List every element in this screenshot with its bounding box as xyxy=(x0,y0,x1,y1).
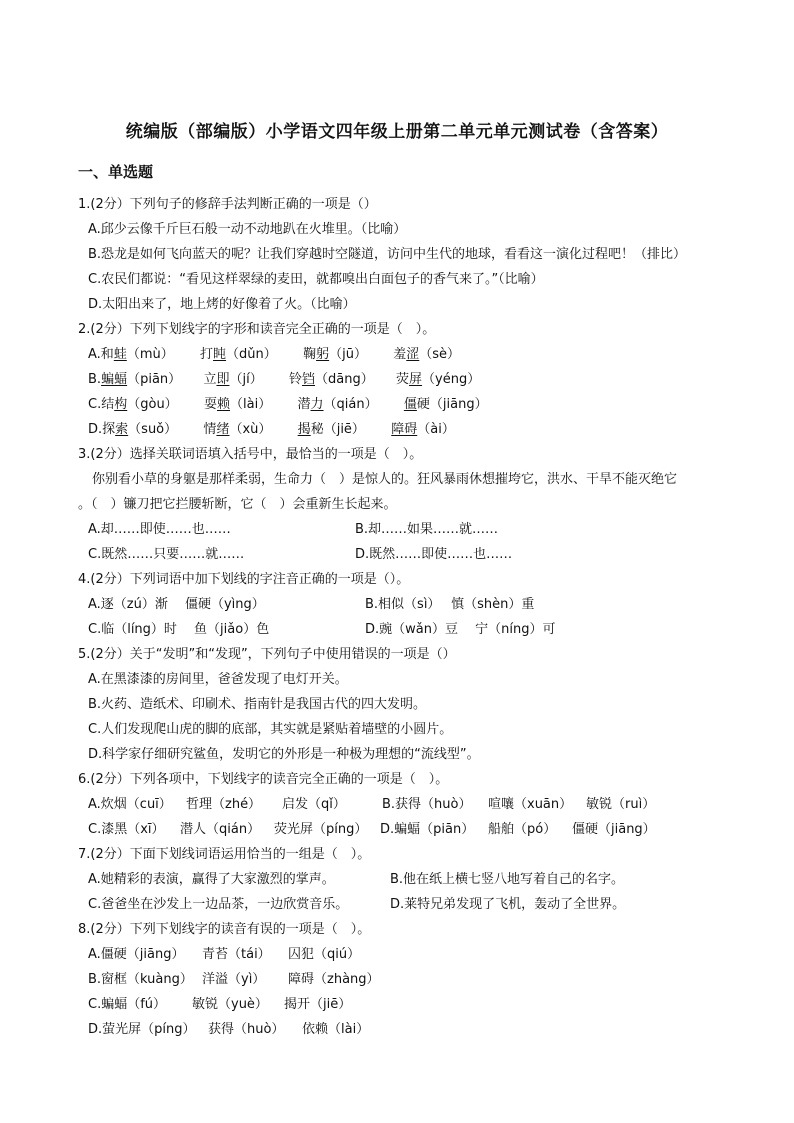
question-6-option-b-word-1[interactable]: B.获得（huò） xyxy=(382,797,472,812)
question-3-option-b[interactable]: B.却……如果……就…… xyxy=(355,522,499,537)
question-8-option-c-word-2: 敏锐（yuè） xyxy=(192,997,268,1012)
question-6-stem: 6.(2分）下列各项中，下划线字的读音完全正确的一项是（ ）。 xyxy=(78,772,449,787)
question-7-option-c[interactable]: C.爸爸坐在沙发上一边品茶，一边欣赏音乐。 xyxy=(88,897,349,912)
question-5-option-b[interactable]: B.火药、造纸术、印刷术、指南针是我国古代的四大发明。 xyxy=(88,697,427,712)
question-2-option-b[interactable]: B.蝙蝠（piān） 立即（jí） 铃铛（dāng） 荧屏（yéng） xyxy=(88,372,481,387)
question-6-option-b-word-3: 敏锐（ruì） xyxy=(586,797,656,812)
question-8-option-b-word-3: 障碍（zhàng） xyxy=(288,972,380,987)
question-3-passage-line-2: 。（ ）镰刀把它拦腰斩断，它（ ）会重新生长起来。 xyxy=(78,497,397,512)
question-6-option-c-word-3: 荧光屏（píng） xyxy=(274,822,368,837)
question-8-option-d-word-2: 获得（huò） xyxy=(208,1022,285,1037)
question-1-option-d[interactable]: D.太阳出来了，地上烤的好像着了火。（比喻） xyxy=(88,297,356,312)
question-1-option-a[interactable]: A.邱少云像千斤巨石般一动不动地趴在火堆里。（比喻） xyxy=(88,222,407,237)
question-3-option-c[interactable]: C.既然……只要……就…… xyxy=(88,547,245,562)
question-6-option-d-word-3: 僵硬（jiāng） xyxy=(572,822,656,837)
section-heading: 一、单选题 xyxy=(78,163,154,181)
question-8-option-d-word-3: 依赖（lài） xyxy=(302,1022,370,1037)
question-8-option-c-word-1[interactable]: C.蝙蝠（fú） xyxy=(88,997,167,1012)
question-3-stem: 3.(2分）选择关联词语填入括号中，最恰当的一项是（ ）。 xyxy=(78,447,423,462)
question-8-option-a-word-2: 青苔（tái） xyxy=(202,947,271,962)
question-1-stem: 1.(2分）下列句子的修辞手法判断正确的一项是（） xyxy=(78,197,377,212)
question-7-option-a[interactable]: A.她精彩的表演，赢得了大家激烈的掌声。 xyxy=(88,872,335,887)
question-6-option-a-word-1[interactable]: A.炊烟（cuī） xyxy=(88,797,172,812)
question-4-option-b[interactable]: B.相似（sì） 慎（shèn）重 xyxy=(365,597,535,612)
question-6-option-b-word-2: 喧嚷（xuān） xyxy=(488,797,573,812)
question-3-option-d[interactable]: D.既然……即使……也…… xyxy=(355,547,513,562)
question-1-option-b[interactable]: B.恐龙是如何飞向蓝天的呢？让我们穿越时空隧道，访问中生代的地球，看看这一演化过程吧！（排比） xyxy=(88,247,687,262)
question-6-option-c-word-1[interactable]: C.漆黑（xī） xyxy=(88,822,165,837)
question-6-option-d-word-1[interactable]: D.蝙蝠（piān） xyxy=(380,822,475,837)
question-8-option-b-word-2: 洋溢（yì） xyxy=(202,972,266,987)
question-4-stem: 4.(2分）下列词语中加下划线的字注音正确的一项是（）。 xyxy=(78,572,410,587)
question-6-option-c-word-2: 潜人（qián） xyxy=(180,822,261,837)
question-8-stem: 8.(2分）下列下划线字的读音有误的一项是（ ）。 xyxy=(78,922,371,937)
question-3-passage-line-1: 你别看小草的身躯是那样柔弱，生命力（ ）是惊人的。狂风暴雨休想摧垮它，洪水、干旱不能灭绝它 xyxy=(92,472,678,487)
question-4-option-d[interactable]: D.豌（wǎn）豆 宁（níng）可 xyxy=(365,622,556,637)
question-4-option-a[interactable]: A.逐（zú）渐 僵硬（yìng） xyxy=(88,597,265,612)
question-7-stem: 7.(2分）下面下划线词语运用恰当的一组是（ ）。 xyxy=(78,847,371,862)
question-8-option-d-word-1[interactable]: D.萤光屏（píng） xyxy=(88,1022,196,1037)
question-4-option-c[interactable]: C.临（líng）时 鱼（jiǎo）色 xyxy=(88,622,270,637)
question-8-option-c-word-3: 揭开（jiē） xyxy=(284,997,352,1012)
question-8-option-a-word-3: 囚犯（qiú） xyxy=(288,947,361,962)
question-6-option-a-word-3: 启发（qǐ） xyxy=(282,797,346,812)
question-5-option-d[interactable]: D.科学家仔细研究鲨鱼，发明它的外形是一种极为理想的“流线型”。 xyxy=(88,747,480,762)
question-7-option-d[interactable]: D.莱特兄弟发现了飞机，轰动了全世界。 xyxy=(390,897,626,912)
question-1-option-c[interactable]: C.农民们都说：“看见这样翠绿的麦田，就都嗅出白面包子的香气来了。”（比喻） xyxy=(88,272,544,287)
question-2-option-c[interactable]: C.结构（gòu） 耍赖（lài） 潜力（qián） 僵硬（jiāng） xyxy=(88,397,488,412)
question-6-option-d-word-2: 船舶（pó） xyxy=(488,822,557,837)
question-5-stem: 5.(2分）关于“发明”和“发现”，下列句子中使用错误的一项是（） xyxy=(78,647,456,662)
question-8-option-b-word-1[interactable]: B.窗框（kuàng） xyxy=(88,972,193,987)
question-2-stem: 2.(2分）下列下划线字的字形和读音完全正确的一项是（ ）。 xyxy=(78,322,436,337)
question-7-option-b[interactable]: B.他在纸上横七竖八地写着自己的名字。 xyxy=(390,872,625,887)
question-5-option-c[interactable]: C.人们发现爬山虎的脚的底部，其实就是紧贴着墙壁的小圆片。 xyxy=(88,722,453,737)
page-title: 统编版（部编版）小学语文四年级上册第二单元单元测试卷（含答案） xyxy=(125,122,669,142)
question-2-option-d[interactable]: D.探索（suǒ） 情绪（xù） 揭秘（jiē） 障碍（ài） xyxy=(88,422,455,437)
question-5-option-a[interactable]: A.在黑漆漆的房间里，爸爸发现了电灯开关。 xyxy=(88,672,348,687)
question-8-option-a-word-1[interactable]: A.僵硬（jiāng） xyxy=(88,947,185,962)
question-2-option-a[interactable]: A.和蛙（mù） 打盹（dǔn） 鞠躬（jū） 羞涩（sè） xyxy=(88,347,461,362)
question-6-option-a-word-2: 哲理（zhé） xyxy=(186,797,262,812)
question-3-option-a[interactable]: A.却……即使……也…… xyxy=(88,522,231,537)
